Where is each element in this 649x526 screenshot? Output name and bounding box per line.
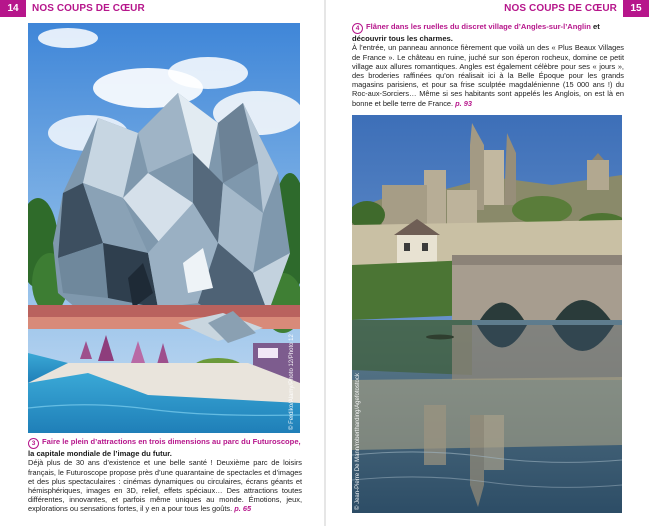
- article-number-badge: 4: [352, 23, 363, 34]
- angles-photo: [352, 115, 622, 513]
- article-futuroscope-subtitle: la capitale mondiale de l’image du futur.: [28, 449, 172, 459]
- article-angles: [352, 22, 624, 108]
- article-angles-headline: [352, 22, 624, 43]
- futuroscope-photo-credit: © Ferdiko/Alamy/Photo 12/Photo 12: [289, 334, 295, 430]
- article-angles-title: Flâner dans les ruelles du discret village d’Angles-sur-l’Anglin: [366, 22, 591, 31]
- left-page-header: [0, 0, 151, 17]
- angles-sur-l-anglin-castle-icon: [352, 115, 622, 513]
- article-futuroscope-text: Déjà plus de 30 ans d’existence et une belle santé ! Deuxième parc de loisirs français, le Futuroscope propose près d’une quarantaine de spectacles et d’images et des plus spectaculaires : cinémas dynamiques ou circulaires, écrans géants et hémisphériques, images en 3D, relief, effets spéciaux… Des attractions toutes différentes, innovantes, et parfois même uniques au monde. Émotions, jeux, explorations ou sensations fortes, il y en a pour tous les goûts.: [28, 458, 302, 514]
- article-futuroscope-headline: [28, 437, 302, 458]
- article-number-badge: 3: [28, 438, 39, 449]
- page-gutter: [324, 0, 326, 526]
- article-futuroscope-body: [28, 458, 302, 513]
- article-angles-page-ref[interactable]: p. 93: [455, 98, 472, 108]
- left-section-title: NOS COUPS DE CŒUR: [32, 3, 145, 14]
- article-angles-text: À l’entrée, un panneau annonce fièrement que voilà un des « Plus Beaux Villages de France ». Le château en ruine, juché sur son éperon rocheux, domine ce petit village aux allures romantiques. Angles est également célèbre pour ses « jours », des broderies raffinées qu’on réalisait ici à la Belle Époque pour les grands magasins parisiens, et pour sa frise sculptée magdalénienne (15 000 ans !) du Roc-aux-Sorciers… Même si ses habitants sont appelés les Anglois, on est là en bonne et belle terre de France.: [352, 43, 624, 108]
- futuroscope-photo: [28, 23, 300, 433]
- article-futuroscope: [28, 437, 302, 514]
- right-page-header: [498, 0, 649, 17]
- right-section-title: NOS COUPS DE CŒUR: [504, 3, 617, 14]
- right-page-number: 15: [623, 0, 649, 17]
- left-page-number: 14: [0, 0, 26, 17]
- article-futuroscope-page-ref[interactable]: p. 65: [234, 504, 252, 514]
- angles-photo-credit: © Jean-Pierre De Mann/robertharding/Agefotostock: [355, 373, 361, 510]
- article-futuroscope-title: Faire le plein d’attractions en trois dimensions au parc du Futuroscope,: [42, 437, 301, 446]
- futuroscope-building-icon: [28, 23, 300, 433]
- article-angles-subtitle: et découvrir tous les charmes.: [352, 22, 600, 44]
- article-angles-body: [352, 43, 624, 107]
